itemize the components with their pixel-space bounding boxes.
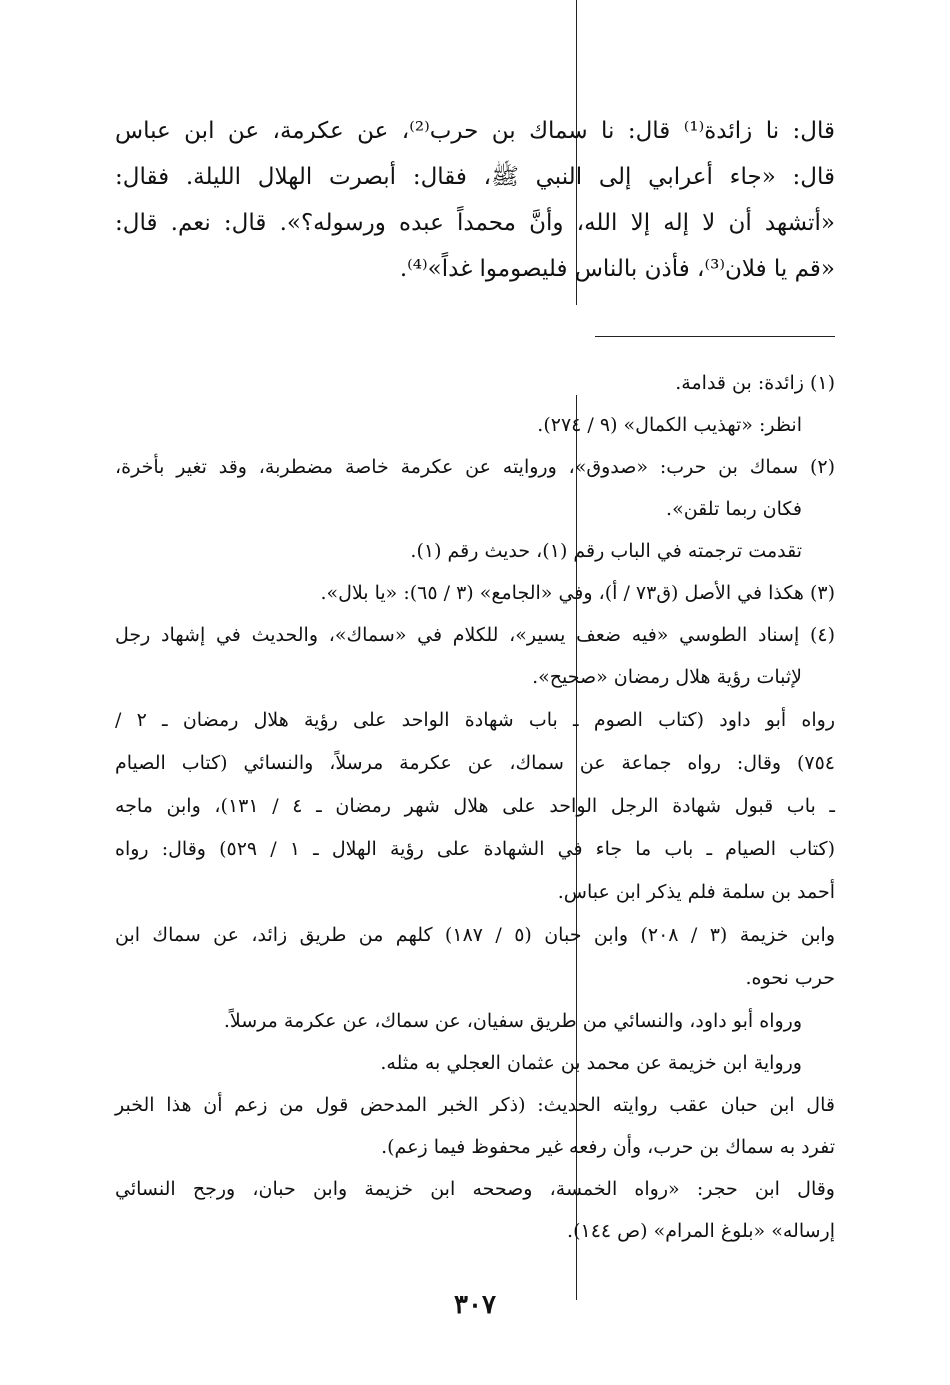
footnote-line: ٧٥٤) وقال: رواه جماعة عن سماك، عن عكرمة مرسلاً، والنسائي (كتاب الصيام <box>115 752 835 774</box>
footnote-line: ورواية ابن خزيمة عن محمد بن عثمان العجلي به مثله. <box>380 1052 802 1074</box>
footnote-line: تفرد به سماك بن حرب، وأن رفعه غير محفوظ فيما زعم). <box>381 1136 835 1158</box>
footnote-line: قال ابن حبان عقب روايته الحديث: (ذكر الخبر المدحض قول من زعم أن هذا الخبر <box>115 1094 835 1116</box>
footnote-line: (٤) إسناد الطوسي «فيه ضعف يسير»، للكلام في «سماك»، والحديث في إشهاد رجل <box>115 624 835 646</box>
footnote-line: انظر: «تهذيب الكمال» (٩ / ٢٧٤). <box>537 414 802 436</box>
footnote-line: أحمد بن سلمة فلم يذكر ابن عباس. <box>557 881 835 903</box>
main-line: «أتشهد أن لا إله إلا الله، وأنَّ محمداً عبده ورسوله؟». قال: نعم. قال: <box>115 210 835 236</box>
footnote-line: (٢) سماك بن حرب: «صدوق»، وروايته عن عكرمة خاصة مضطربة، وقد تغير بأخرة، <box>115 456 835 478</box>
footnote-line: (١) زائدة: بن قدامة. <box>675 372 835 394</box>
main-line: «قم يا فلان⁽³⁾، فأذن بالناس فليصوموا غداً»⁽⁴⁾. <box>399 256 835 282</box>
footnote-line: ورواه أبو داود، والنسائي من طريق سفيان، عن سماك، عن عكرمة مرسلاً. <box>223 1010 802 1032</box>
page-number: ٣٠٧ <box>454 1290 496 1320</box>
footnote-line: حرب نحوه. <box>745 967 835 989</box>
footnote-line: رواه أبو داود (كتاب الصوم ـ باب شهادة الواحد على رؤية هلال رمضان ـ ٢ / <box>115 709 835 731</box>
footnote-line: ـ باب قبول شهادة الرجل الواحد على هلال شهر رمضان ـ ٤ / ١٣١)، وابن ماجه <box>115 795 835 817</box>
footnote-line: وابن خزيمة (٣ / ٢٠٨) وابن حبان (٥ / ١٨٧) كلهم من طريق زائد، عن سماك ابن <box>115 924 836 946</box>
footnote-line: (كتاب الصيام ـ باب ما جاء في الشهادة على رؤية الهلال ـ ١ / ٥٢٩) وقال: رواه <box>115 838 835 860</box>
footnote-line: وقال ابن حجر: «رواه الخمسة، وصححه ابن خزيمة وابن حبان، ورجح النسائي <box>115 1178 835 1200</box>
footnote-separator <box>595 336 835 337</box>
footnote-line: لإثبات رؤية هلال رمضان «صحيح». <box>532 666 802 688</box>
main-line: قال: نا زائدة⁽¹⁾ قال: نا سماك بن حرب⁽²⁾، عن عكرمة، عن ابن عباس <box>115 118 835 144</box>
footnote-line: فكان ربما تلقن». <box>666 498 802 520</box>
footnote-line: إرساله» «بلوغ المرام» (ص ١٤٤). <box>567 1220 835 1242</box>
footnote-line: تقدمت ترجمته في الباب رقم (١)، حديث رقم (١). <box>410 540 802 562</box>
footnote-line: (٣) هكذا في الأصل (ق٧٣ / أ)، وفي «الجامع» (٣ / ٦٥): «يا بلال». <box>320 582 835 604</box>
main-line: قال: «جاء أعرابي إلى النبي ﷺ، فقال: أبصرت الهلال الليلة. فقال: <box>115 164 835 190</box>
